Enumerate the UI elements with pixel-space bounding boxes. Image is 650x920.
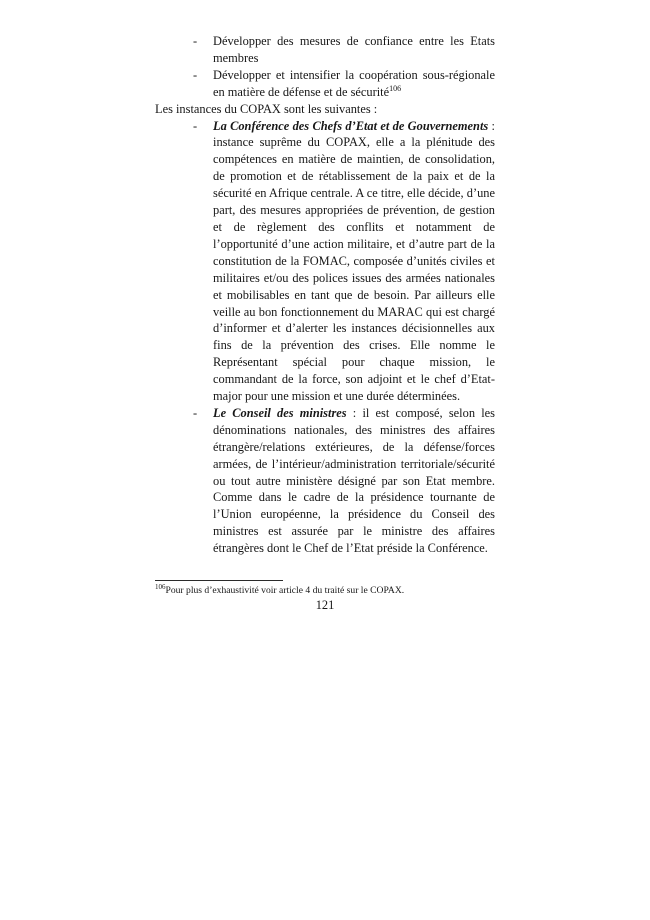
list-item-term: La Conférence des Chefs d’Etat et de Gouvernements <box>213 118 489 133</box>
list-item-term: Le Conseil des ministres <box>213 405 347 420</box>
footnote-number: 106 <box>155 582 166 591</box>
list-item-text: Développer et intensifier la coopération sous-régionale en matière de défense et de sécurité <box>213 67 495 99</box>
body-text-column <box>155 33 495 557</box>
list-item <box>155 33 495 67</box>
list-item-text: : instance suprême du COPAX, elle a la plénitude des compétences en matière de maintien, de consolidation, de promotion et de rétablissement de la paix et de la sécurité en Afrique centrale. A ce titre, elle décide, d’une part, des mesures appropriées de prévention, de gestion et de règlement des conflits et notamment de l’opportunité d’une action militaire, et d’autre part de la constitution de la FOMAC, composée d’unités civiles et militaires et/ou des polices issues des armées nationales et mobilisables en tant que de besoin. Par ailleurs elle veille au bon fonctionnement du MARAC qui est chargé d’informer et d’alerter les instances décisionnelles aux fins de la prévention des crises. Elle nomme le Représentant spécial pour chaque mission, le commandant de la force, son adjoint et le chef d’Etat-major pour une mission et une durée déterminées. <box>213 118 495 404</box>
footnote-entry <box>155 582 505 597</box>
page-number: 121 <box>315 598 335 612</box>
footnote-body-text: Pour plus d’exhaustivité voir article 4 du traité sur le COPAX. <box>165 585 405 596</box>
footnote-reference[interactable]: 106 <box>389 83 402 93</box>
list-item-text: Développer des mesures de confiance entre les Etats membres <box>213 34 495 65</box>
bullet-marker: - <box>193 405 198 420</box>
list-item <box>155 67 495 101</box>
bullet-marker: - <box>193 118 198 133</box>
bullet-marker: - <box>193 67 198 82</box>
bullet-marker: - <box>193 34 198 48</box>
footnote-area <box>155 580 505 597</box>
footnote-separator-rule <box>155 580 283 581</box>
paragraph-lead-line: Les instances du COPAX sont les suivantes : <box>155 101 378 116</box>
list-item <box>155 405 495 557</box>
list-item <box>155 118 495 405</box>
list-item-text: : il est composé, selon les dénominations nationales, des ministres des affaires étrangère/relations extérieures, de la défense/forces armées, de l’intérieur/administration territoriale/sécurité ou tout autre ministère désigné par son Etat membre. Comme dans le cadre de la présidence tournante de l’Union européenne, la présidence du Conseil des ministres est assurée par le ministre des affaires étrangères dont le Chef de l’Etat préside la Conférence. <box>213 405 495 556</box>
